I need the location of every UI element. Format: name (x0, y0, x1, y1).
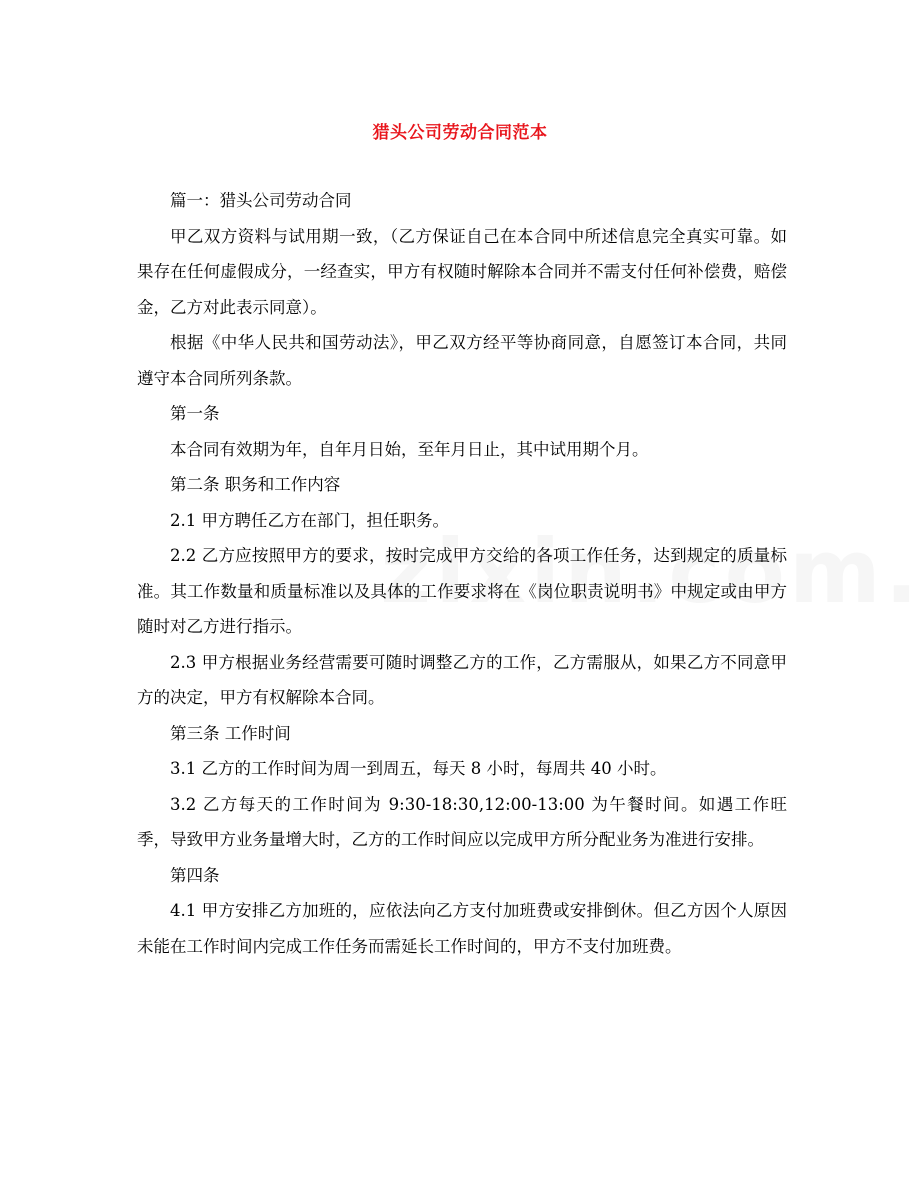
paragraph-legal-basis: 根据《中华人民共和国劳动法》，甲乙双方经平等协商同意，自愿签订本合同，共同遵守本合同所列条款。 (137, 333, 787, 388)
article-4-heading: 第四条 (170, 865, 220, 885)
article-2-heading: 第二条 职务和工作内容 (170, 475, 341, 494)
clause-2-2: 2.2 乙方应按照甲方的要求，按时完成甲方交给的各项工作任务，达到规定的质量标准。其工作数量和质量标准以及具体的工作要求将在《岗位职责说明书》中规定或由甲方随时对乙方进行指示。 (137, 546, 787, 636)
document-body (137, 183, 787, 964)
article-3-heading: 第三条 工作时间 (170, 723, 291, 743)
clause-3-2: 3.2 乙方每天的工作时间为 9:30-18:30,12:00-13:00 为午餐时间。如遇工作旺季，导致甲方业务量增大时，乙方的工作时间应以完成甲方所分配业务为准进行安排。 (137, 794, 787, 849)
paragraph-section-heading: 篇一：猎头公司劳动合同 (170, 191, 352, 210)
clause-4-1: 4.1 甲方安排乙方加班的，应依法向乙方支付加班费或安排倒休。但乙方因个人原因未能在工作时间内完成工作任务而需延长工作时间的，甲方不支付加班费。 (137, 901, 787, 956)
document-title: 猎头公司劳动合同范本 (372, 123, 548, 143)
article-1-text: 本合同有效期为年，自年月日始，至年月日止，其中试用期个月。 (170, 439, 649, 459)
clause-2-1: 2.1 甲方聘任乙方在部门，担任职务。 (170, 510, 449, 530)
article-1-heading: 第一条 (170, 404, 220, 423)
clause-3-1: 3.1 乙方的工作时间为周一到周五，每天 8 小时，每周共 40 小时。 (170, 759, 667, 778)
clause-2-3: 2.3 甲方根据业务经营需要可随时调整乙方的工作，乙方需服从，如果乙方不同意甲方的决定，甲方有权解除本合同。 (137, 652, 787, 707)
paragraph-info-consistency: 甲乙双方资料与试用期一致，（乙方保证自己在本合同中所述信息完全真实可靠。如果存在任何虚假成分，一经查实，甲方有权随时解除本合同并不需支付任何补偿费，赔偿金，乙方对此表示同意）。 (137, 226, 787, 317)
